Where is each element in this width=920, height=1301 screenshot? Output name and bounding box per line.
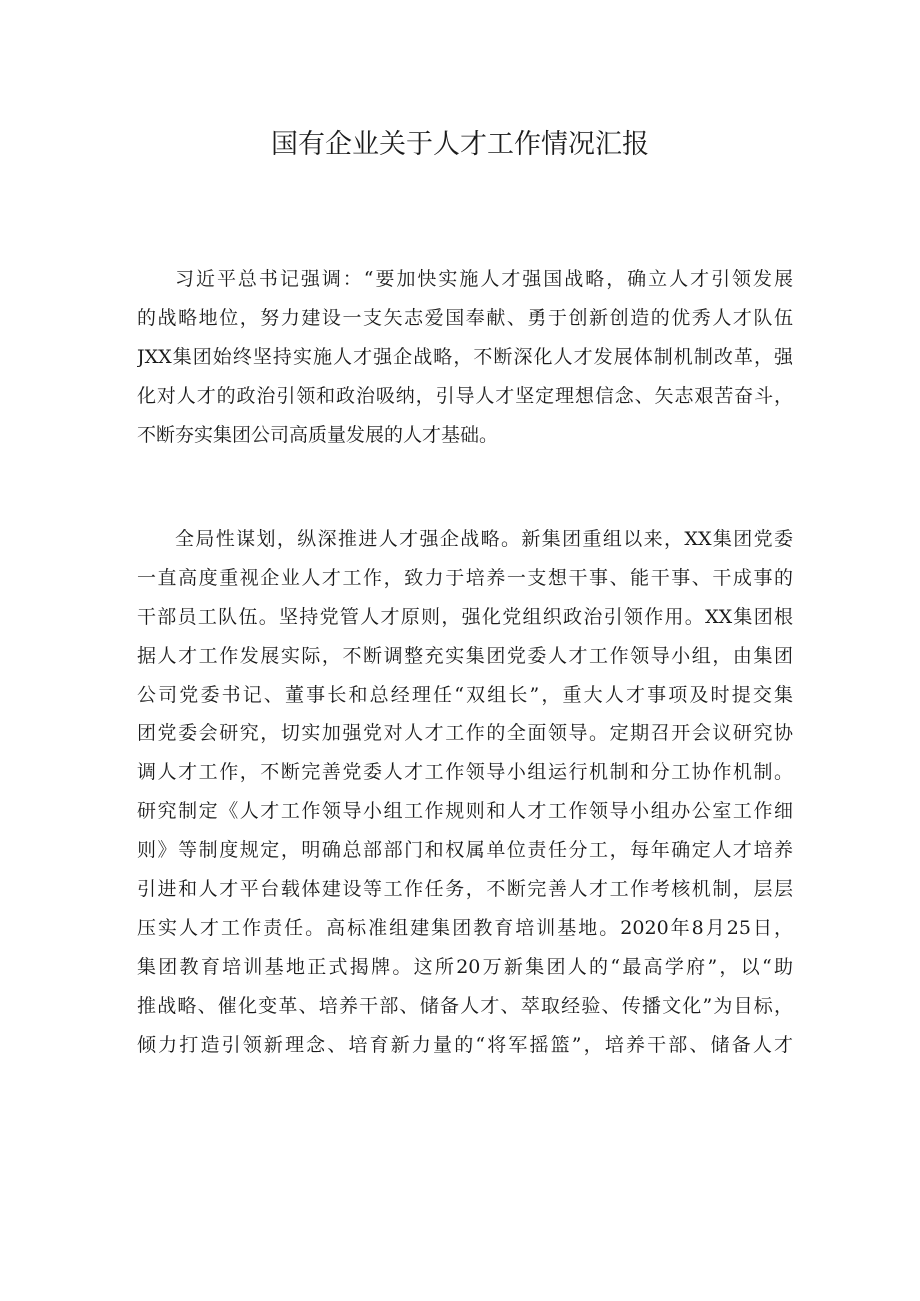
paragraph-line: 公司党委书记、董事长和总经理任“双组长”，重大人才事项及时提交集 [137, 683, 793, 706]
paragraph-line: 推战略、催化变革、培养干部、储备人才、萃取经验、传播文化”为目标， [137, 994, 793, 1017]
paragraph-line: 研究制定《人才工作领导小组工作规则和人才工作领导小组办公室工作细 [137, 800, 793, 823]
paragraph-line: 调人才工作，不断完善党委人才工作领导小组运行机制和分工协作机制。 [137, 761, 793, 784]
paragraph-line: 倾力打造引领新理念、培育新力量的“将军摇篮”，培养干部、储备人才 [137, 1033, 793, 1056]
paragraph-line: 习近平总书记强调：“要加快实施人才强国战略，确立人才引领发展 [175, 268, 793, 290]
paragraph-line: 则》等制度规定，明确总部部门和权属单位责任分工，每年确定人才培养 [137, 839, 793, 862]
paragraph-line: 团党委会研究，切实加强党对人才工作的全面领导。定期召开会议研究协 [137, 722, 793, 745]
paragraph-line: 据人才工作发展实际，不断调整充实集团党委人才工作领导小组，由集团 [137, 644, 793, 667]
paragraph-line: 压实人才工作责任。高标准组建集团教育培训基地。2020年8月25日， [137, 916, 793, 939]
paragraph-line: 一直高度重视企业人才工作，致力于培养一支想干事、能干事、干成事的 [137, 566, 793, 589]
paragraph-line: 干部员工队伍。坚持党管人才原则，强化党组织政治引领作用。XX集团根 [137, 605, 793, 628]
paragraph-line: 引进和人才平台载体建设等工作任务，不断完善人才工作考核机制，层层 [137, 878, 793, 901]
paragraph-1 [137, 260, 793, 454]
document-title: 国有企业关于人才工作情况汇报 [271, 129, 649, 160]
paragraph-line: 不断夯实集团公司高质量发展的人才基础。 [137, 423, 499, 446]
paragraph-2 [137, 520, 793, 1064]
paragraph-line: 全局性谋划，纵深推进人才强企战略。新集团重组以来，XX集团党委 [175, 528, 793, 550]
paragraph-line: 集团教育培训基地正式揭牌。这所20万新集团人的“最高学府”，以“助 [137, 955, 793, 978]
paragraph-line: JXX集团始终坚持实施人才强企战略，不断深化人才发展体制机制改革，强 [137, 345, 793, 368]
paragraph-line: 化对人才的政治引领和政治吸纳，引导人才坚定理想信念、矢志艰苦奋斗， [137, 384, 793, 407]
paragraph-line: 的战略地位，努力建设一支矢志爱国奉献、勇于创新创造的优秀人才队伍 [137, 306, 793, 329]
